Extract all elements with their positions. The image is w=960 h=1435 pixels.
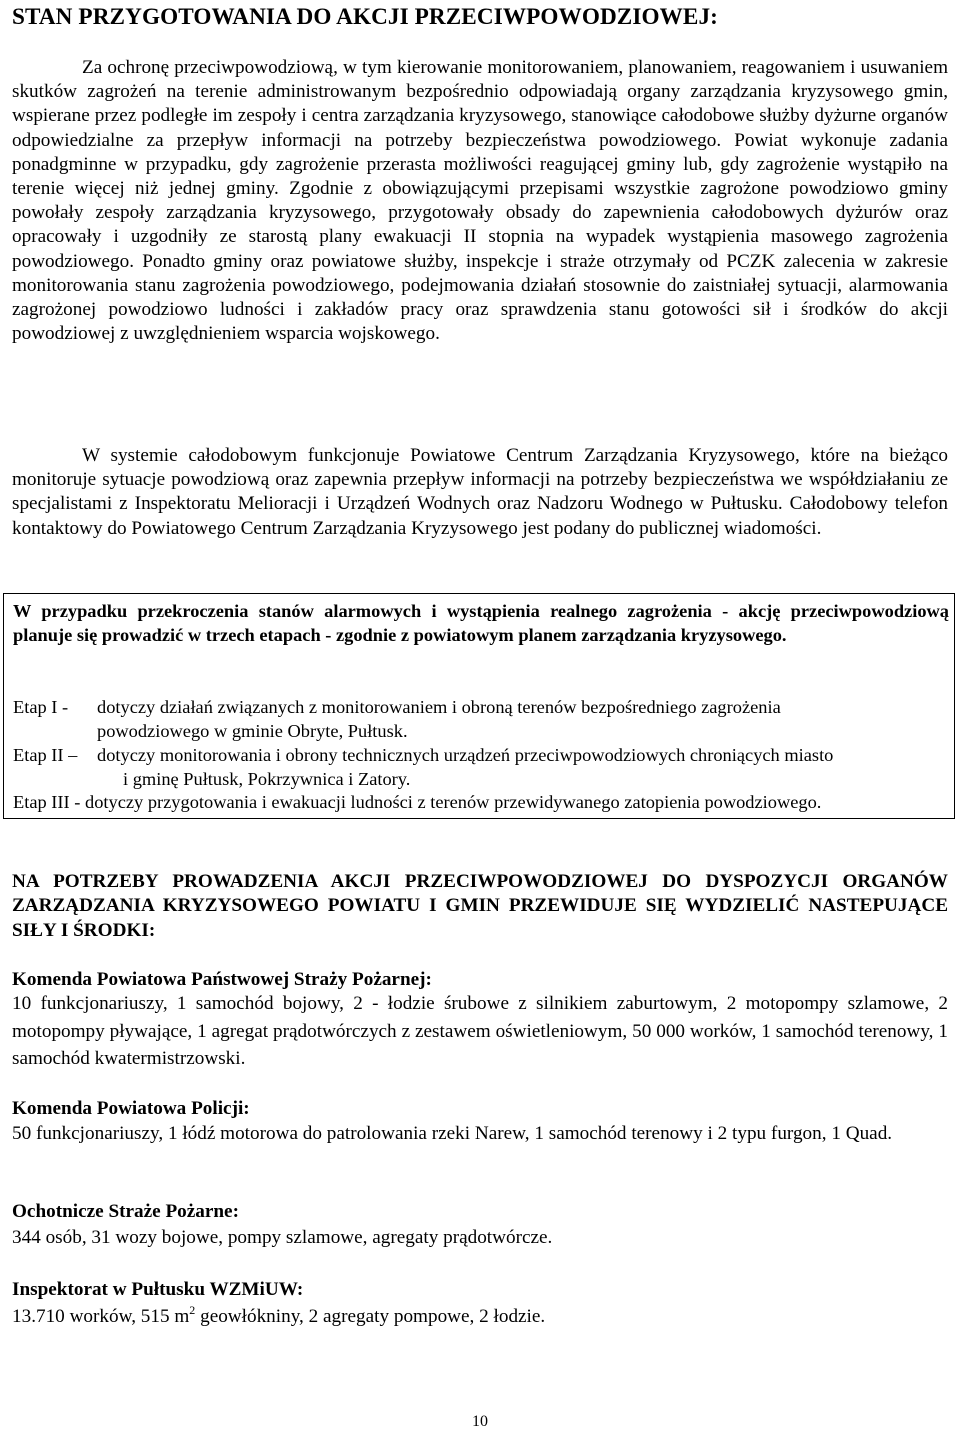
unit-heading: Inspektorat w Pułtusku WZMiUW: [12, 1279, 304, 1300]
stage-label: Etap I - [13, 697, 69, 717]
stage-line: dotyczy monitorowania i obrony technicznych urządzeń przeciwpowodziowych chroniących miasto [97, 745, 834, 765]
unit-resources-text: 13.710 worków, 515 m [12, 1306, 190, 1327]
stage-description [97, 744, 937, 791]
stage-item [13, 744, 949, 792]
paragraph-flood-protection [12, 56, 948, 346]
stage-label: Etap II – [13, 745, 78, 765]
page-title: STAN PRZYGOTOWANIA DO AKCJI PRZECIWPOWODZIOWEJ: [12, 4, 718, 30]
paragraph-crisis-center [12, 444, 948, 541]
page-number: 10 [472, 1413, 488, 1430]
unit-heading: Komenda Powiatowa Policji: [12, 1098, 250, 1119]
unit-resources: 344 osób, 31 wozy bojowe, pompy szlamowe, agregaty prądotwórcze. [12, 1227, 553, 1248]
stage-description: dotyczy przygotowania i ewakuacji ludności z terenów przewidywanego zatopienia powodziowego. [85, 792, 822, 812]
paragraph-crisis-center-text: W systemie całodobowym funkcjonuje Powiatowe Centrum Zarządzania Kryzysowego, które na bieżąco monitoruje sytuacje powodziową oraz zapewnia przepływ informacji na potrzeby bezpieczeństwa we współdziałaniu ze specjalistami z Inspektoratu Melioracji i Urządzeń Wodnych oraz Nadzoru Wodnego w Pułtusku. Całodobowy telefon kontaktowy do Powiatowego Centrum Zarządzania Kryzysowego jest podany do publicznej wiadomości. [12, 445, 948, 539]
unit-resources-text: geowłókniny, 2 agregaty pompowe, 2 łodzie. [195, 1306, 546, 1327]
unit-resources: 50 funkcjonariuszy, 1 łódź motorowa do patrolowania rzeki Narew, 1 samochód terenowy i 2 typu furgon, 1 Quad. [12, 1123, 893, 1144]
action-stages-box [3, 593, 955, 819]
stage-label: Etap III - [13, 792, 81, 812]
unit-resources: 10 funkcjonariuszy, 1 samochód bojowy, 2 - łodzie śrubowe z silnikiem zaburtowym, 2 motopompy szlamowe, 2 motopompy pływające, 1 agregat prądotwórczych z zestawem oświetleniowym, 50 000 worków, 1 samochód terenowy, 1 samochód kwatermistrzowski. [12, 993, 948, 1069]
paragraph-flood-protection-text: Za ochronę przeciwpowodziową, w tym kierowanie monitorowaniem, planowaniem, reagowaniem i usuwaniem skutków zagrożeń na terenie administrowanym bezpośrednio odpowiadają organy zarządzania kryzysowego gmin, wspierane przez podległe im zespoły i centra zarządzania kryzysowego, stanowiące całodobowe służby dyżurne organów odpowiedzialne za przepływ informacji na potrzeby bezpieczeństwa powodziowego. Powiat wykonuje zadania ponadgminne w przypadku, gdy zagrożenie przerasta możliwości reagującej gminy lub, gdy zagrożenie wystąpiło na terenie więcej niż jednej gminy. Zgodnie z obowiązującymi przepisami wszystkie zagrożone powodziowo gminy powołały zespoły zarządzania kryzysowego, przygotowały obsady do zapewnienia całodobowych dyżurów oraz opracowały i uzgodniły ze starostą plany ewakuacji II stopnia na wypadek wystąpienia masowego zagrożenia powodziowego. Ponadto gminy oraz powiatowe służby, inspekcje i straże otrzymały od PCZK zalecenia w zakresie monitorowania stanu zagrożenia powodziowego, podejmowania działań stosownie do zaistniałej sytuacji, alarmowania zagrożonej powodziowo ludności i zakładów pracy oraz sprawdzenia stanu gotowości sił i środków do akcji powodziowej z uwzględnieniem wsparcia wojskowego. [12, 57, 948, 345]
stage-item [13, 791, 821, 815]
stage-item [13, 696, 949, 744]
unit-resources [12, 1303, 948, 1331]
stage-line: powodziowego w gminie Obryte, Pułtusk. [97, 720, 408, 741]
stage-line: dotyczy działań związanych z monitorowaniem i obroną terenów bezpośredniego zagrożenia [97, 697, 781, 717]
forces-heading: NA POTRZEBY PROWADZENIA AKCJI PRZECIWPOWODZIOWEJ DO DYSPOZYCJI ORGANÓW ZARZĄDZANIA KRYZYSOWEGO POWIATU I GMIN PRZEWIDUJE SIĘ WYDZIELIĆ NASTEPUJĄCE SIŁY I ŚRODKI: [12, 871, 948, 941]
superscript: 2 [189, 1303, 196, 1317]
stage-line: i gminę Pułtusk, Pokrzywnica i Zatory. [123, 768, 411, 789]
stage-description [97, 696, 937, 743]
action-stages-lead: W przypadku przekroczenia stanów alarmowych i wystąpienia realnego zagrożenia - akcję przeciwpowodziową planuje się prowadzić w trzech etapach - zgodnie z powiatowym planem zarządzania kryzysowego. [13, 601, 949, 645]
unit-heading: Komenda Powiatowa Państwowej Straży Pożarnej: [12, 969, 432, 990]
unit-heading: Ochotnicze Straże Pożarne: [12, 1201, 239, 1222]
